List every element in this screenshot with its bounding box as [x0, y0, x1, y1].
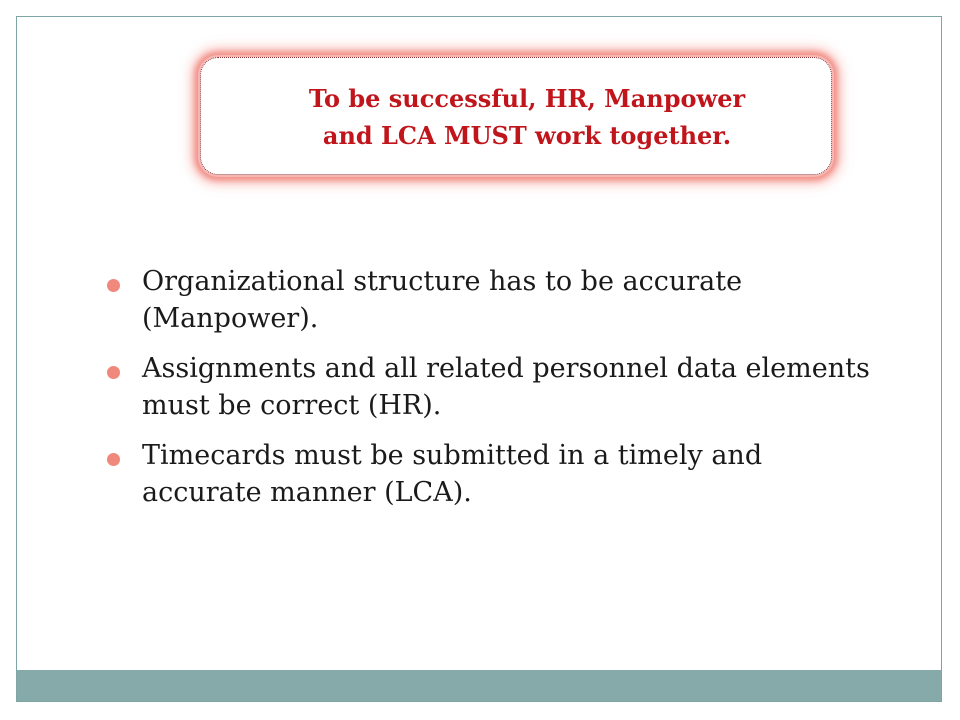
callout-box	[200, 57, 832, 175]
callout-text	[287, 80, 745, 154]
bullet-list	[103, 263, 883, 524]
bullet-dot-icon	[107, 453, 120, 466]
bullet-text: Assignments and all related personnel data elements must be correct (HR).	[142, 353, 870, 421]
bullet-dot-icon	[107, 279, 120, 292]
bullet-dot-icon	[107, 366, 120, 379]
bullet-text: Organizational structure has to be accurate (Manpower).	[142, 266, 743, 334]
bullet-text: Timecards must be submitted in a timely and accurate manner (LCA).	[142, 440, 763, 508]
footer-bar	[17, 670, 941, 701]
callout-line-2: and LCA MUST work together.	[322, 121, 732, 150]
bullet-item	[103, 437, 883, 511]
bullet-item	[103, 350, 883, 424]
callout-line-1: To be successful, HR, Manpower	[308, 84, 746, 113]
bullet-item	[103, 263, 883, 337]
